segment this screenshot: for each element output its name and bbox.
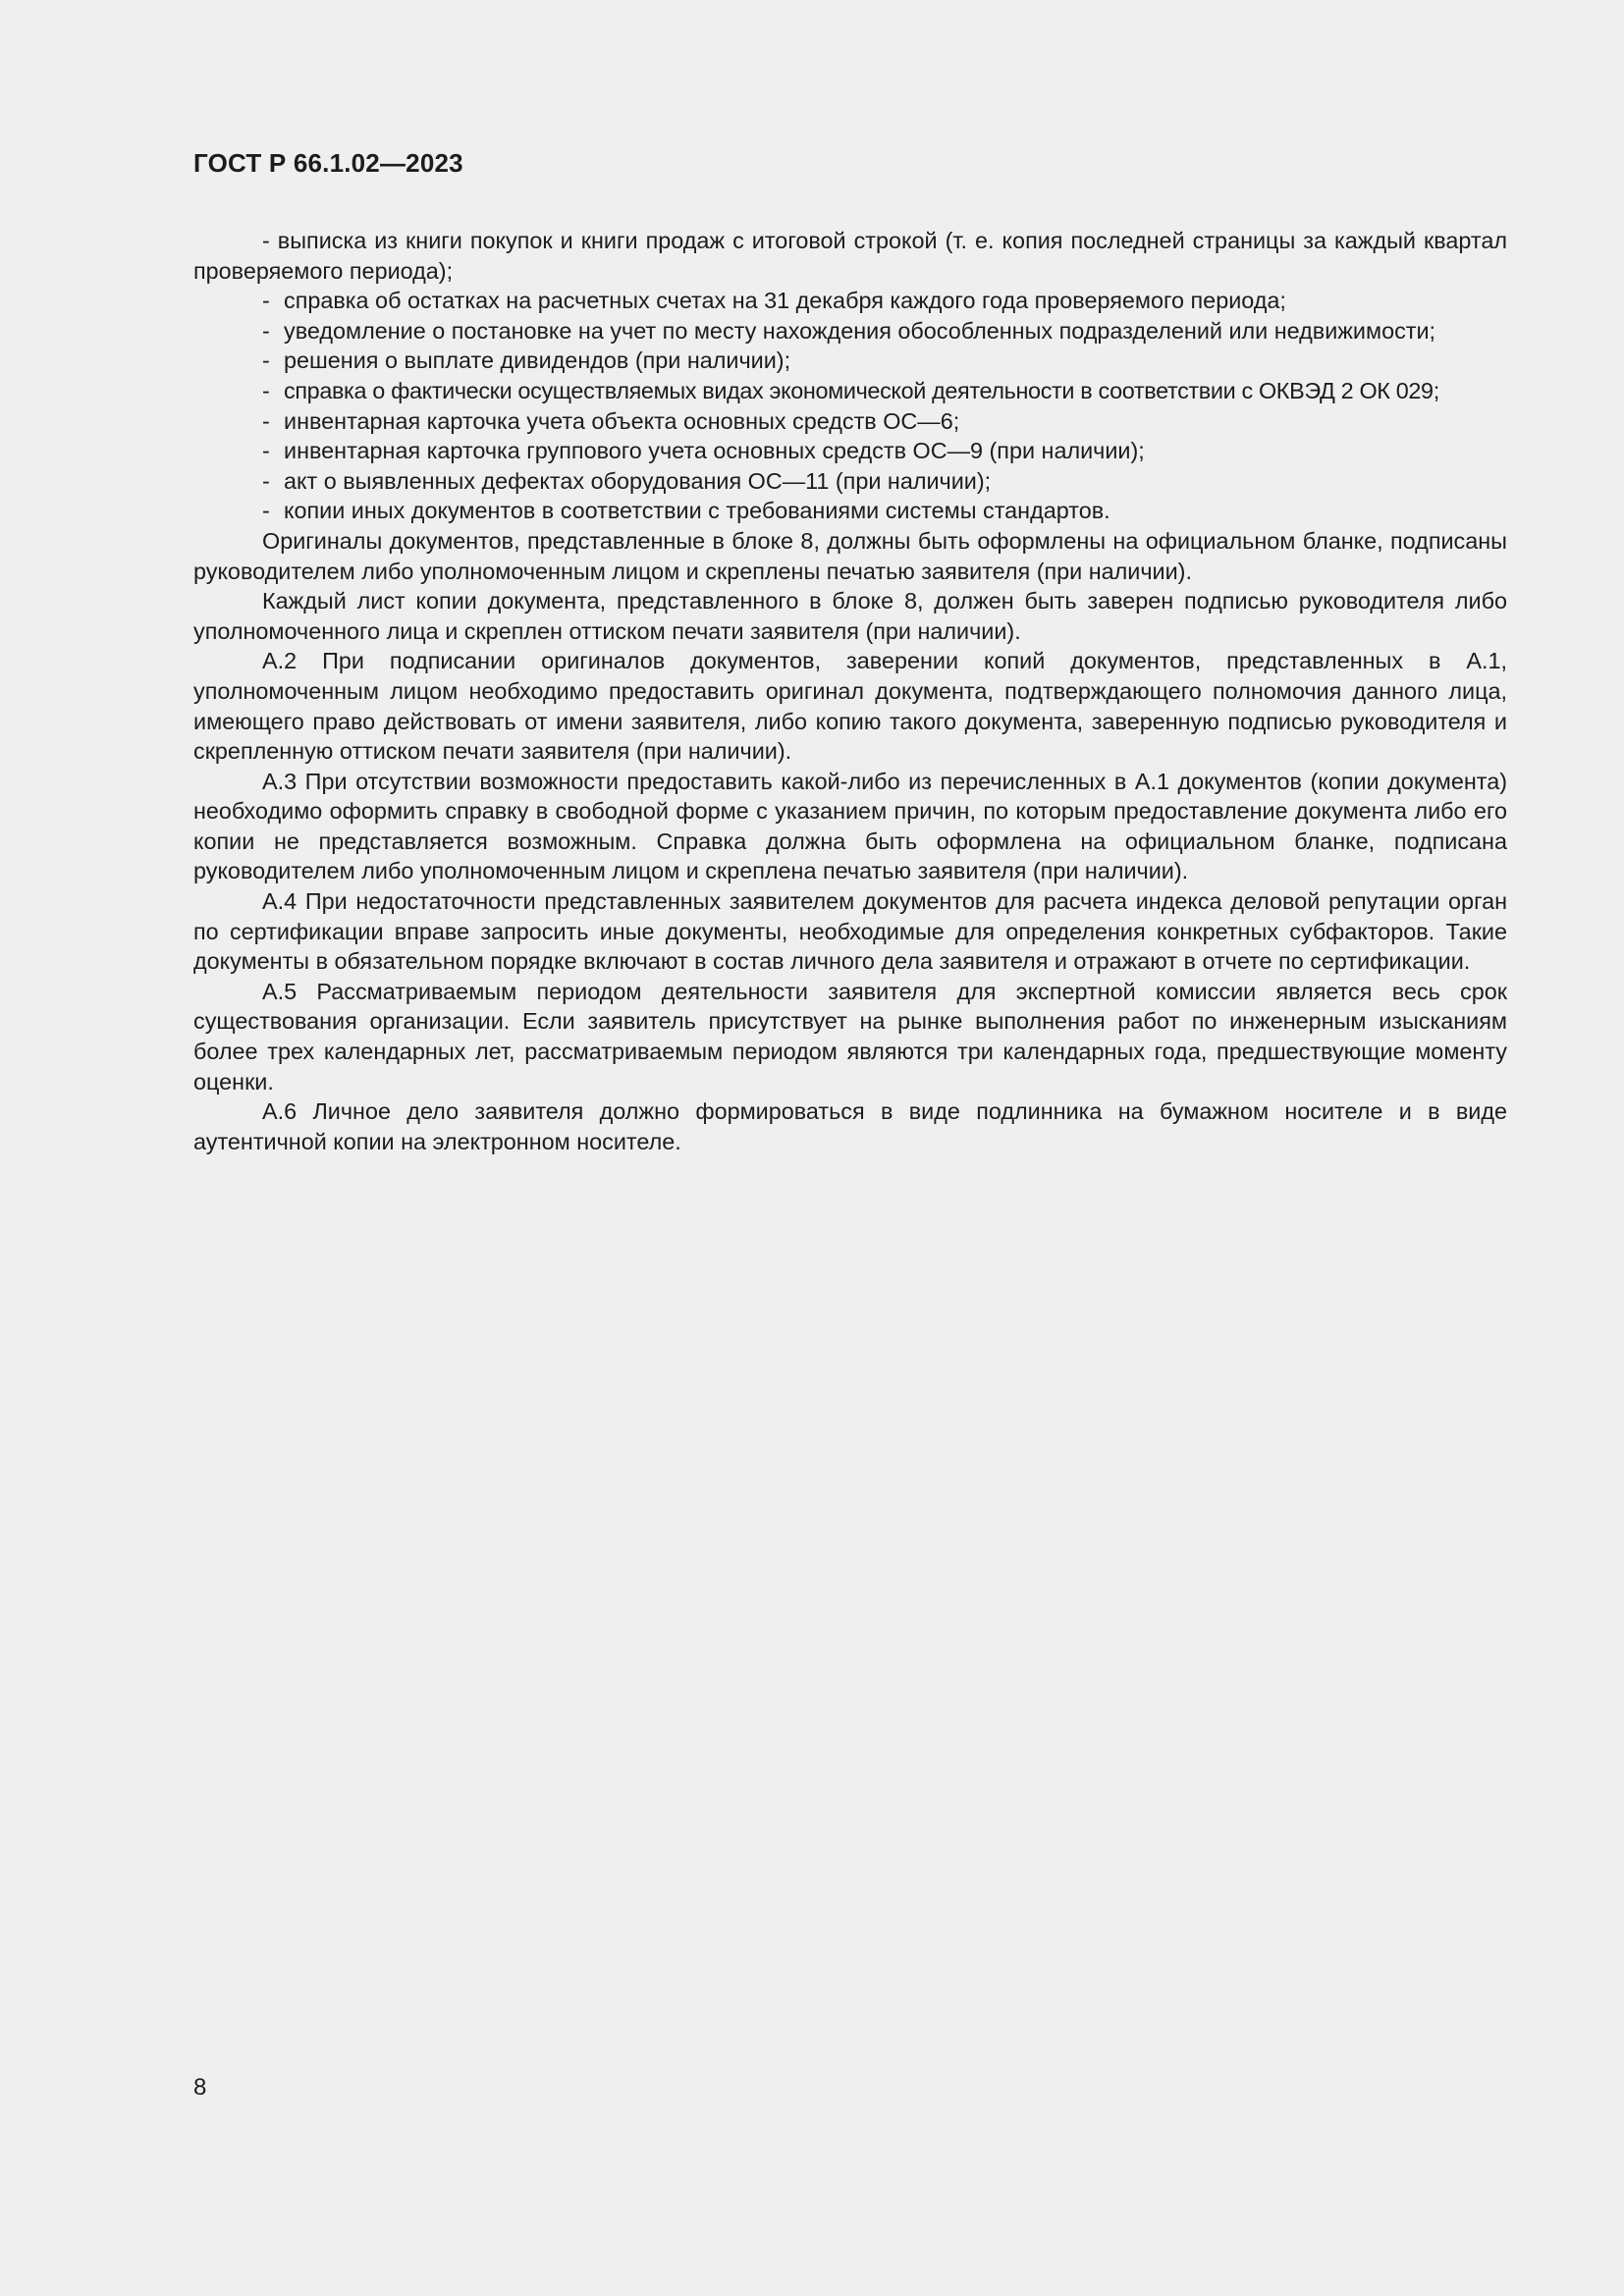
document-body [193, 226, 1507, 1156]
clause-text: При отсутствии возможности предоставить какой-либо из перечисленных в А.1 документов (копии документа) необходимо оформить справку в свободной форме с указанием причин, по которым предоставление документа либо его копии не представляется возможным. Справка должна быть оформлена на официальном бланке, подписана руководителем либо уполномоченным лицом и скреплена печатью заявителя (при наличии). [193, 768, 1507, 884]
paragraph-a3 [193, 767, 1507, 886]
list-dash: - [262, 347, 270, 374]
clause-number: А.5 [262, 978, 298, 1004]
paragraph-a4 [193, 886, 1507, 977]
list-dash: - [262, 438, 270, 464]
list-item-text: - выписка из книги покупок и книги продаж с итоговой строкой (т. е. копия последней страницы за каждый квартал проверяемого периода); [193, 228, 1507, 284]
list-dash: - [262, 467, 270, 494]
list-item-text: решения о выплате дивидендов (при наличии); [284, 347, 791, 374]
list-item [193, 346, 1507, 376]
clause-number: А.2 [262, 648, 298, 674]
list-item [193, 286, 1507, 316]
list-item-text: справка об остатках на расчетных счетах на 31 декабря каждого года проверяемого периода; [284, 288, 1286, 314]
page-number: 8 [193, 2074, 207, 2101]
clause-text: При недостаточности представленных заявителем документов для расчета индекса деловой репутации орган по сертификации вправе запросить иные документы, необходимые для определения конкретных субфакторов. Такие документы в обязательном порядке включают в состав личного дела заявителя и отражают в отчете по сертификации. [193, 888, 1508, 975]
list-dash: - [262, 317, 270, 344]
list-item [193, 436, 1507, 466]
clause-text: При подписании оригиналов документов, заверении копий документов, представленных в А.1, уполномоченным лицом необходимо предоставить оригинал документа, подтверждающего полномочия данного лица, имеющего право действовать от имени заявителя, либо копию такого документа, заверенную подписью руководителя и скрепленную оттиском печати заявителя (при наличии). [193, 648, 1508, 765]
list-item-text: инвентарная карточка учета объекта основных средств ОС—6; [284, 407, 960, 434]
list-item-text: уведомление о постановке на учет по месту нахождения обособленных подразделений или недвижимости; [284, 317, 1436, 344]
list-dash: - [262, 407, 270, 434]
paragraph-a6 [193, 1096, 1507, 1156]
paragraph-copies: Каждый лист копии документа, представленного в блоке 8, должен быть заверен подписью руководителя либо уполномоченного лица и скреплен оттиском печати заявителя (при наличии). [193, 588, 1507, 644]
clause-number: А.3 [262, 768, 298, 794]
list-item [193, 226, 1507, 286]
list-item [193, 316, 1507, 347]
clause-text: Рассматриваемым периодом деятельности заявителя для экспертной комиссии является весь срок существования организации. Если заявитель присутствует на рынке выполнения работ по инженерным изысканиям более трех календарных лет, рассматриваемым периодом являются три календарных года, предшествующие моменту оценки. [193, 978, 1508, 1095]
paragraph-a5 [193, 977, 1507, 1096]
list-item [193, 406, 1507, 437]
paragraph-originals: Оригиналы документов, представленные в блоке 8, должны быть оформлены на официальном бланке, подписаны руководителем либо уполномоченным лицом и скреплены печатью заявителя (при наличии). [193, 527, 1507, 584]
list-item [193, 496, 1507, 526]
list-item-text: акт о выявленных дефектах оборудования ОС—11 (при наличии); [284, 467, 992, 494]
clause-number: А.6 [262, 1098, 298, 1125]
list-item [193, 466, 1507, 497]
list-item-text: инвентарная карточка группового учета основных средств ОС—9 (при наличии); [284, 438, 1145, 464]
list-item [193, 376, 1507, 406]
list-dash: - [262, 288, 270, 314]
document-header-code: ГОСТ Р 66.1.02—2023 [193, 148, 463, 178]
list-dash: - [262, 498, 270, 524]
clause-text: Личное дело заявителя должно формироваться в виде подлинника на бумажном носителе и в виде аутентичной копии на электронном носителе. [193, 1098, 1508, 1154]
list-dash: - [262, 377, 270, 403]
list-item-text: копии иных документов в соответствии с требованиями системы стандартов. [284, 498, 1110, 524]
paragraph-a2 [193, 646, 1507, 766]
list-item-text: справка о фактически осуществляемых видах экономической деятельности в соответствии с ОКВЭД 2 ОК 029; [284, 377, 1439, 403]
clause-number: А.4 [262, 888, 298, 915]
